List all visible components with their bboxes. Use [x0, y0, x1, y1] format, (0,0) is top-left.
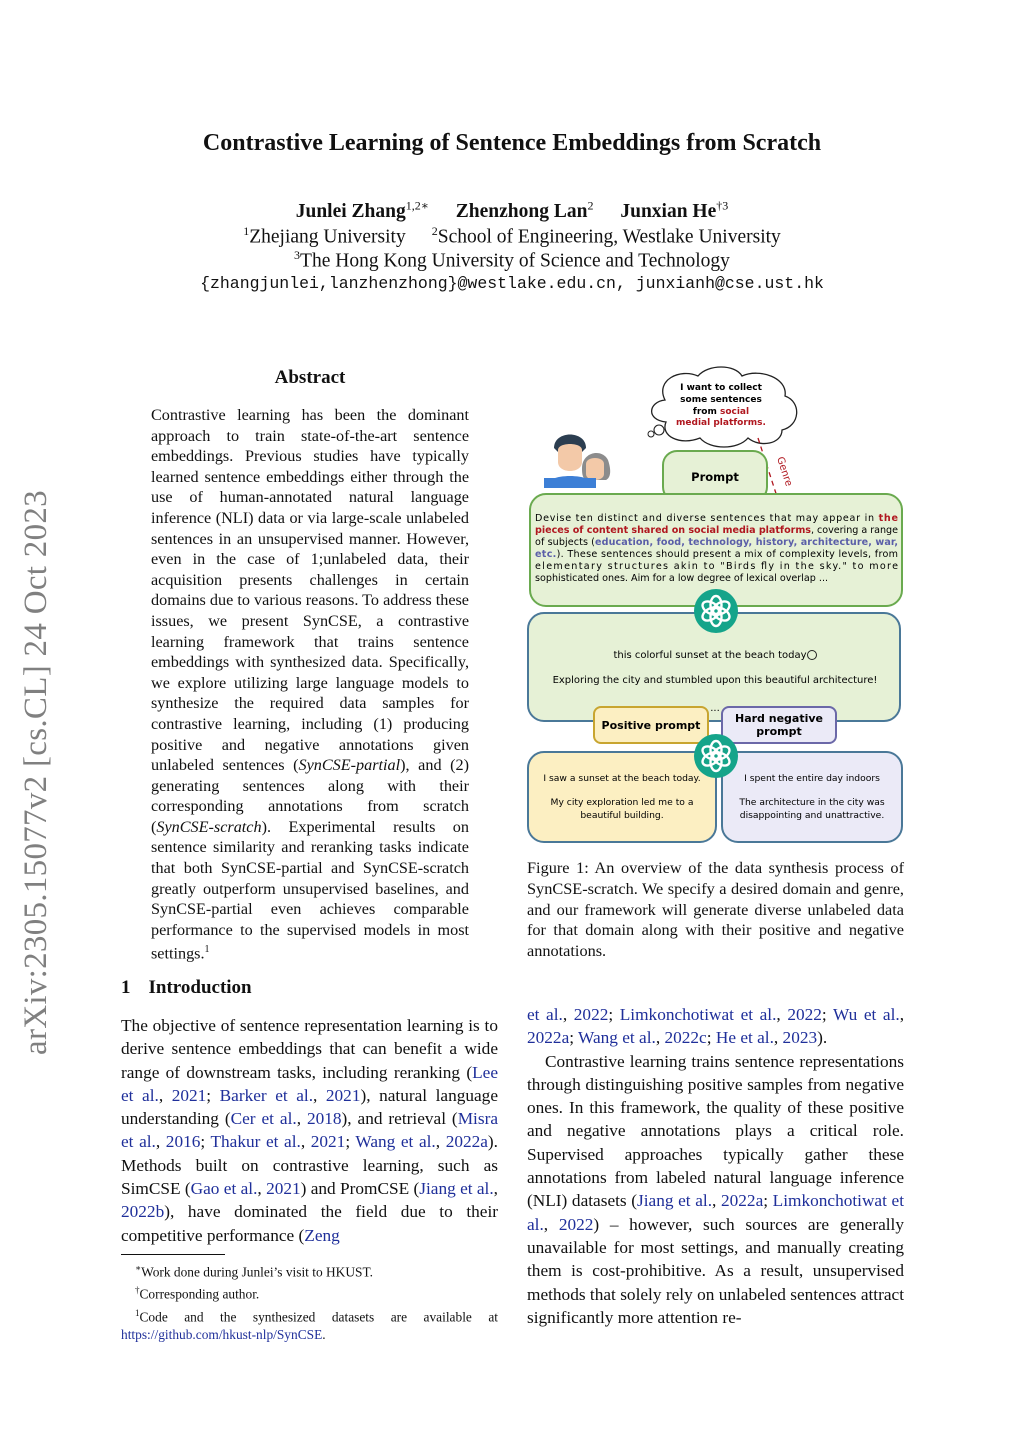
text-run: ) and PromCSE ( [300, 1179, 420, 1199]
text-run: , [435, 1132, 446, 1152]
citation-link[interactable]: He et al. [715, 1028, 774, 1048]
svg-text:of subjects (education, food,: of subjects (education, food, technology, history, architecture, war, [535, 537, 898, 548]
footnote-2: †Corresponding author. [135, 1285, 260, 1302]
right-column-text [527, 1003, 904, 1329]
text-run: , [543, 1214, 559, 1234]
citation-link[interactable]: Gao et al. [190, 1179, 258, 1199]
text-run: , [158, 1085, 172, 1105]
svg-text:etc.). These sentences should: etc.). These sentences should present a mix of complexity levels, from [535, 549, 898, 560]
positive-example-1: I saw a sunset at the beach today. [543, 773, 701, 784]
generated-sentence-2: Exploring the city and stumbled upon this beautiful architecture! [552, 675, 878, 686]
abstract-body: Contrastive learning has been the dominant approach to train state-of-the-art sentence embeddings. Previous studies have typically learned sentence embeddings either through the use of human-annotated natural language inference (NLI) data or via large-scale unlabeled sentences in an unsupervised manner. However, even in the case of 1;unlabeled data, their acquisition presents challenges in certain domains due to various reasons. To address these issues, we present SynCSE, a contrastive learning framework that trains sentence embeddings with synthesized data. Specifically, we explore utilizing large language models to synthesize the required data samples for contrastive learning, including (1) producing positive and negative annotations given unlabeled sentences (SynCSE-partial), and (2) generating sentences along with their corresponding annotations from scratch (SynCSE-scratch). Experimental results on sentence similarity and reranking tasks indicate that both SynCSE-partial and SynCSE-scratch greatly outperform unsupervised baselines, and SynCSE-partial even achieves comparable performance to the supervised models in most settings.$^1$ [151, 406, 469, 963]
bubble-line-1: I want to collect [680, 383, 762, 393]
footnote-3: $^1$Code and the synthesized datasets are available at https://github.com/hkust-nlp/SynCSE. [121, 1307, 498, 1343]
text-run: , [493, 1179, 498, 1199]
text-run: , [296, 1109, 307, 1129]
text-run: ). [817, 1028, 828, 1048]
text-run: , [155, 1132, 166, 1152]
text-run: , [300, 1132, 311, 1152]
text-run: ). Methods built on contrastive learning, such as SimCSE ( [121, 1132, 498, 1199]
hard-negative-label-2: prompt [756, 725, 802, 738]
footnotes [121, 1259, 498, 1344]
affiliation-line-1: $^1$Zhejiang University $^2$School of Engineering, Westlake University [243, 224, 781, 248]
text-run: , [776, 1005, 788, 1024]
text-run: ), have dominated the field due to their competitive performance ( [121, 1202, 498, 1245]
right-column-paragraph-2 [527, 1050, 904, 1330]
positive-example-2a: My city exploration led me to a [550, 797, 694, 808]
text-run: , [562, 1005, 574, 1024]
footnote-divider [121, 1254, 225, 1255]
author-3: Junxian He$^{\dagger 3}$ [620, 198, 729, 222]
positive-prompt-label: Positive prompt [601, 719, 701, 732]
figure-1-caption: Figure 1: An overview of the data synthesis process of SynCSE-scratch. We specify a desired domain and genre, and our framework will generate diverse unlabeled data for that domain along with their positive and negative annotations. [527, 858, 904, 961]
openai-logo-icon [694, 589, 738, 633]
citation-link[interactable]: Limkonchotiwat et al. [527, 1191, 905, 1234]
text-run: ) – however, such sources are generally unavailable for most settings, and manually creating them is cost-prohibitive. As a result, unsupervised methods that solely rely on unlabeled sentences attract significantly more attention re- [527, 1214, 904, 1327]
svg-text:elementary structures akin to: elementary structures akin to "Birds fly in the sky." to more [535, 561, 898, 572]
citation-link[interactable]: 2021 [266, 1179, 301, 1199]
section-heading-introduction: 1 Introduction [121, 977, 252, 998]
citation-link[interactable]: Wang et al. [355, 1132, 436, 1152]
footnote-1: ∗Work done during Junlei’s visit to HKUST. [135, 1263, 374, 1280]
citation-link[interactable]: 2023 [782, 1028, 818, 1048]
svg-text:sophisticated ones. Aim for a: sophisticated ones. Aim for a low degree of lexical overlap ... [535, 573, 829, 584]
code-link[interactable]: https://github.com/hkust-nlp/SynCSE [121, 1327, 323, 1343]
citation-link[interactable]: Limkonchotiwat et al. [619, 1005, 777, 1024]
text-run: , [773, 1028, 783, 1048]
thought-bubble [648, 367, 797, 447]
text-run: , [712, 1191, 721, 1211]
text-run: ; [763, 1191, 773, 1211]
citation-link[interactable]: Wu et al. [833, 1005, 900, 1024]
citation-link[interactable]: 2022 [787, 1005, 822, 1024]
paper-title: Contrastive Learning of Sentence Embeddings from Scratch [202, 130, 822, 156]
text-run: ; [200, 1132, 211, 1152]
citation-link[interactable]: 2022a [721, 1191, 764, 1211]
generated-sentence-1: this colorful sunset at the beach today [613, 650, 807, 661]
citation-link[interactable]: 2022a [527, 1028, 570, 1048]
citation-link[interactable]: 2022a [445, 1132, 488, 1152]
text-run: Contrastive learning trains sentence representations through distinguishing positive samples from negative ones. In this framework, the quality of these positive and negative annotations plays a critical role. Supervised approaches typically gather these annotations from labeled natural language inference (NLI) datasets ( [527, 1051, 904, 1211]
author-1: Junlei Zhang$^{1,2∗}$ [295, 198, 429, 222]
negative-example-1: I spent the entire day indoors [744, 773, 880, 784]
citation-link[interactable]: 2021 [310, 1132, 346, 1152]
citation-link[interactable]: 2018 [306, 1109, 342, 1129]
intro-paragraph [121, 1014, 498, 1247]
text-run: ), and retrieval ( [341, 1109, 458, 1129]
text-run: ; [345, 1132, 356, 1152]
text-run: , [257, 1179, 267, 1199]
bubble-line-3: from social [692, 407, 750, 417]
citation-link[interactable]: 2022b [121, 1202, 165, 1222]
citation-link[interactable]: 2021 [325, 1085, 361, 1105]
text-run: ; [821, 1005, 833, 1024]
citation-link[interactable]: Misra et al. [121, 1109, 499, 1152]
author-list [0, 198, 1024, 223]
text-run: , [313, 1085, 326, 1105]
text-run: , [655, 1028, 665, 1048]
right-column-paragraph-1 [527, 1003, 904, 1050]
abstract-heading: Abstract [274, 367, 346, 388]
svg-text:pieces of content shared on so: pieces of content shared on social media platforms, covering a range [535, 525, 898, 536]
hard-negative-label-1: Hard negative [734, 712, 824, 725]
prompt-label: Prompt [691, 470, 739, 484]
figure-1-diagram [520, 360, 915, 845]
citation-link[interactable]: Lee et al. [121, 1062, 498, 1105]
citation-link[interactable]: 2022 [558, 1214, 594, 1234]
author-emails: {zhangjunlei,lanzhenzhong}@westlake.edu.cn, junxianh@cse.ust.hk [200, 274, 824, 293]
citation-link[interactable]: 2022c [664, 1028, 707, 1048]
text-run: ; [206, 1085, 220, 1105]
text-run: ; [706, 1028, 716, 1048]
citation-link[interactable]: Zeng [304, 1225, 340, 1245]
citation-link[interactable]: 2016 [165, 1132, 201, 1152]
citation-link[interactable]: Jiang et al. [419, 1179, 494, 1199]
negative-example-2a: The architecture in the city was [739, 797, 885, 808]
bubble-line-4: medial platforms. [676, 418, 766, 428]
citation-link[interactable]: et al. [527, 1005, 563, 1024]
openai-logo-icon-2 [694, 734, 738, 778]
citation-link[interactable]: Cer et al. [230, 1109, 297, 1129]
text-run: , [899, 1005, 905, 1024]
bubble-line-2: some sentences [680, 395, 762, 405]
citation-link[interactable]: Barker et al. [219, 1085, 314, 1105]
citation-link[interactable]: Wang et al. [578, 1028, 656, 1048]
citation-link[interactable]: 2022 [573, 1005, 609, 1024]
citation-link[interactable]: 2021 [171, 1085, 207, 1105]
text-run: The objective of sentence representation learning is to derive sentence embeddings that can benefit a wide range of downstream tasks, including reranking ( [121, 1016, 498, 1082]
text-run: ; [608, 1005, 620, 1024]
arxiv-identifier: arXiv:2305.15077v2 [cs.CL] 24 Oct 2023 [18, 490, 54, 1055]
affiliation-line-2: $^3$The Hong Kong University of Science and Technology [294, 248, 730, 272]
text-run: ; [569, 1028, 579, 1048]
generated-ellipsis: ... [710, 703, 720, 714]
negative-example-2b: disappointing and unattractive. [739, 810, 885, 821]
citation-link[interactable]: Thakur et al. [210, 1132, 301, 1152]
genre-label: Genre [774, 455, 794, 488]
citation-link[interactable]: Jiang et al. [637, 1191, 713, 1211]
positive-example-2b: beautiful building. [580, 810, 664, 821]
text-run: ), natural language understanding ( [121, 1085, 498, 1129]
author-2: Zhenzhong Lan$^2$ [455, 198, 594, 222]
svg-text:Devise ten distinct and divers: Devise ten distinct and diverse sentences that may appear in the [535, 513, 898, 524]
